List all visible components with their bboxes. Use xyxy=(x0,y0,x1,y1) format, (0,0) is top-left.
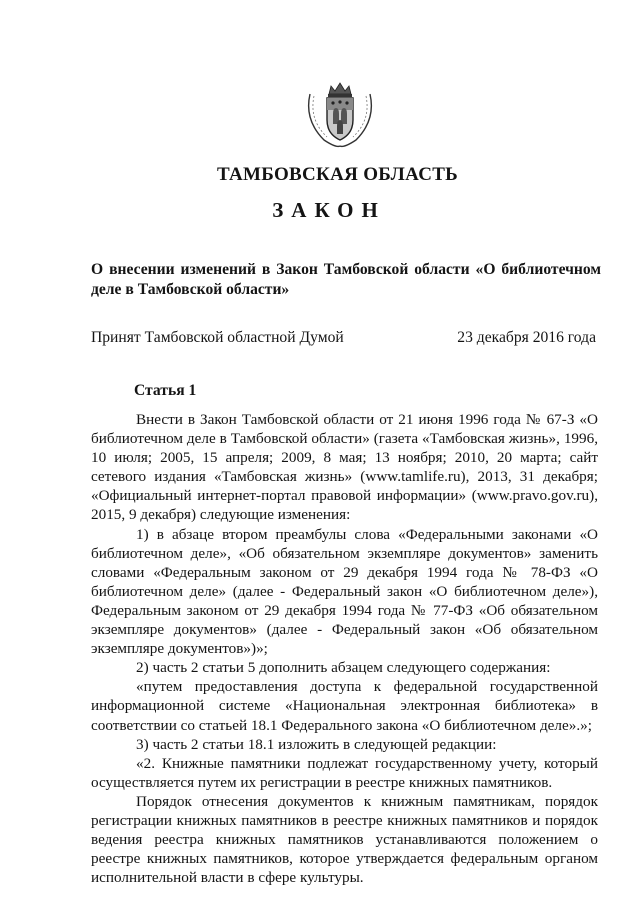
document-type: ЗАКОН xyxy=(272,198,386,222)
article-heading: Статья 1 xyxy=(134,382,197,399)
adoption-date: 23 декабря 2016 года xyxy=(457,329,596,346)
region-title: ТАМБОВСКАЯ ОБЛАСТЬ xyxy=(216,164,459,185)
coat-of-arms-icon xyxy=(302,80,378,150)
article-paragraph: «2. Книжные памятники подлежат государственному учету, который осуществляется путем их регистрации в реестре книжных памятников. xyxy=(91,754,598,791)
article-paragraph: 2) часть 2 статьи 5 дополнить абзацем следующего содержания: xyxy=(136,659,551,677)
law-title: О внесении изменений в Закон Тамбовской области «О библиотечном деле в Тамбовской области» xyxy=(91,261,601,298)
adopted-by: Принят Тамбовской областной Думой xyxy=(91,329,344,346)
article-paragraph: Порядок отнесения документов к книжным памятникам, порядок регистрации книжных памятников в реестре книжных памятников и порядок ведения реестра книжных памятников устанавливаются положением о реестре книжных памятников, которое утверждается федеральным органом исполнительной власти в сфере культуры. xyxy=(91,792,598,887)
article-paragraph: Внести в Закон Тамбовской области от 21 июня 1996 года № 67-З «О библиотечном деле в Тамбовской области» (газета «Тамбовская жизнь», 1996, 10 июля; 2005, 15 апреля; 2009, 8 мая; 13 ноября; 2010, 20 марта; сайт сетевого издания «Тамбовская жизнь» (www.tamlife.ru), 2013, 31 декабря; «Официальный интернет-портал правовой информации» (www.pravo.gov.ru), 2015, 9 декабря) следующие изменения: xyxy=(91,411,598,524)
article-body xyxy=(91,410,598,887)
article-paragraph: 3) часть 2 статьи 18.1 изложить в следующей редакции: xyxy=(136,735,497,753)
article-paragraph: «путем предоставления доступа к федеральной государственной информационной системе «Национальная электронная библиотека» в соответствии со статьей 18.1 Федерального закона «О библиотечном деле».»; xyxy=(91,678,598,734)
adoption-line xyxy=(91,328,596,348)
article-paragraph: 1) в абзаце втором преамбулы слова «Федеральными законами «О библиотечном деле», «Об обязательном экземпляре документов» заменить словами «Федеральным законом от 29 декабря 1994 года № 78-ФЗ «О библиотечном деле» (далее - Федеральный закон «О библиотечном деле»), Федеральным законом от 29 декабря 1994 года № 77-ФЗ «Об обязательном экземпляре документов» (далее - Федеральный закон «Об обязательном экземпляре документов»)»; xyxy=(91,525,598,658)
